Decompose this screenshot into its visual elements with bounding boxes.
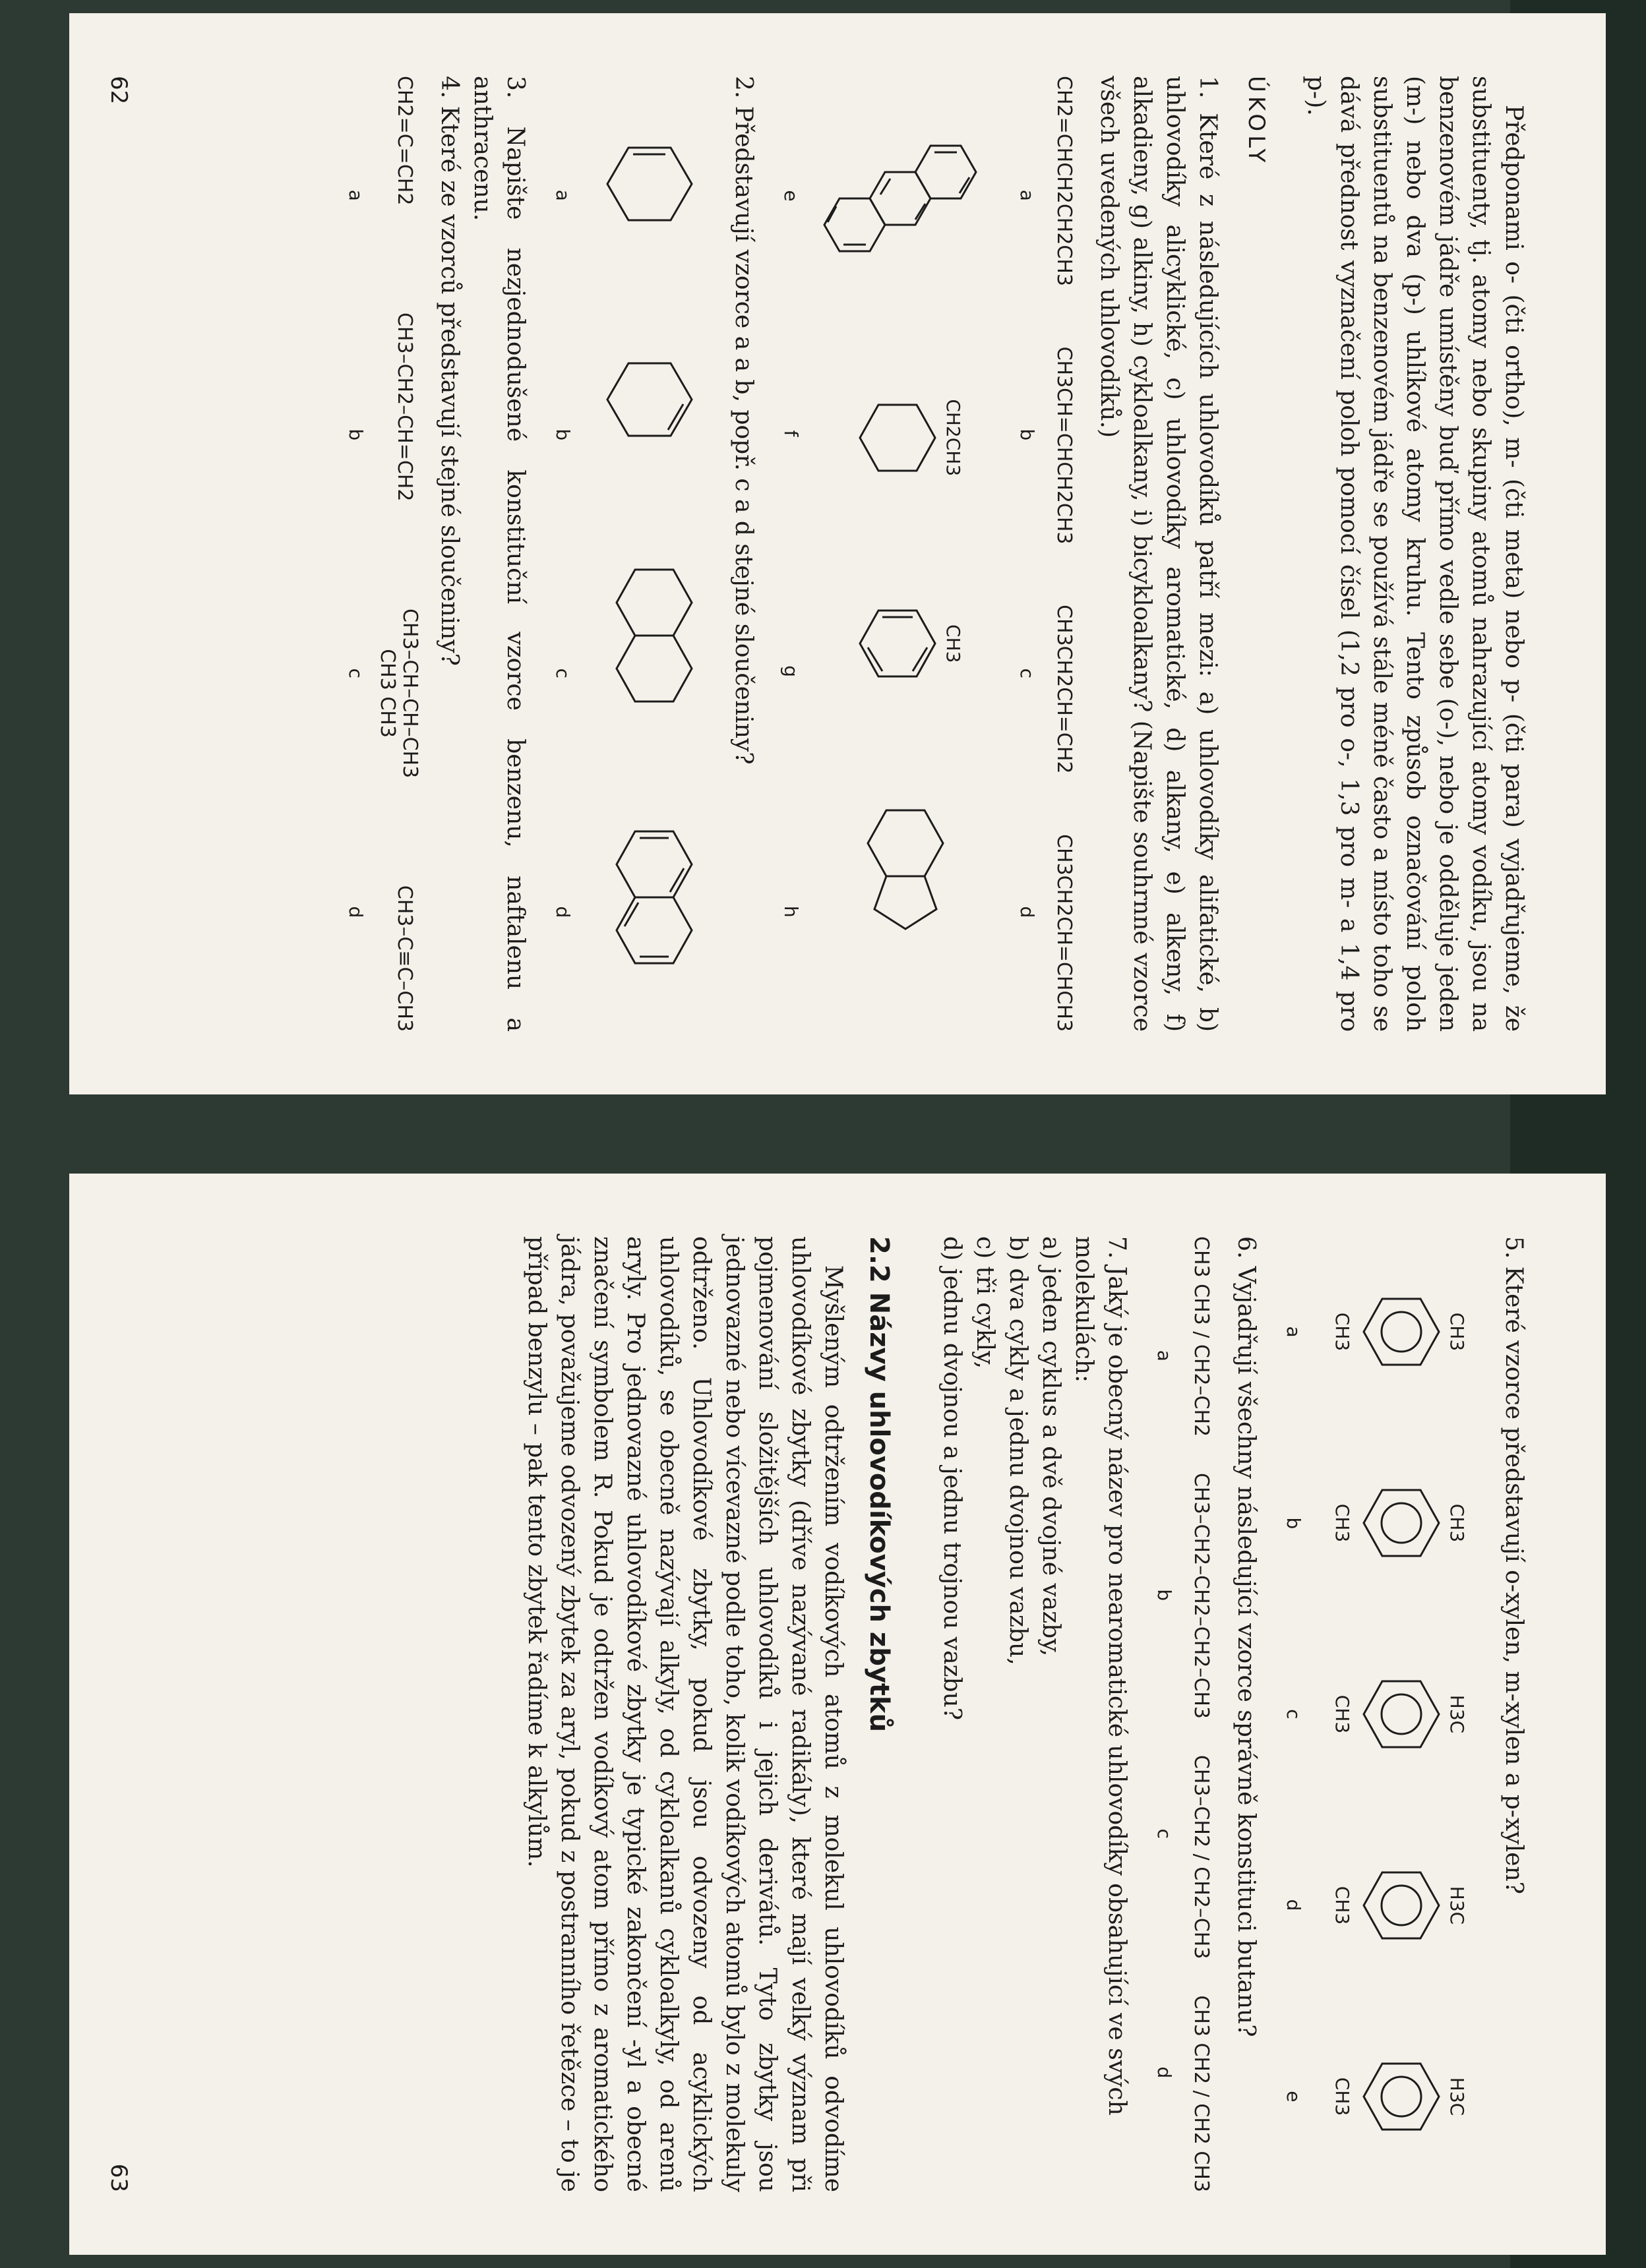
task-7-item-c: c) tři cykly, bbox=[971, 1236, 998, 1369]
task-5-text: 5. Které vzorce představují o-xylen, m-xylen a p-xylen? bbox=[1500, 1236, 1527, 1894]
cyclohexane-ring-f bbox=[843, 392, 942, 484]
label-a: a bbox=[1153, 1350, 1175, 1361]
label-d: d bbox=[1153, 2066, 1175, 2079]
task-4-formula-b: CH3–CH2–CH=CH2 bbox=[393, 312, 416, 502]
task-7-item-d: d) jednu dvojnou a jednu trojnou vazbu? bbox=[938, 1236, 965, 1721]
label-e: e bbox=[1283, 2091, 1304, 2103]
naphthalene-d bbox=[596, 825, 702, 976]
xylene-a bbox=[1331, 1289, 1468, 1375]
benzene-ring-g bbox=[843, 597, 942, 690]
ch3-bottom: CH3 bbox=[1331, 2077, 1353, 2116]
task-1-struct-labels bbox=[774, 76, 807, 1032]
label-a: a bbox=[552, 189, 574, 201]
xylene-b bbox=[1331, 1480, 1468, 1566]
h3c-top: H3C bbox=[1446, 1886, 1468, 1925]
page-62 bbox=[69, 13, 1606, 1094]
label-b: b bbox=[1283, 1517, 1304, 1530]
ch3-bottom: CH3 bbox=[1331, 1886, 1353, 1925]
benzene-ring-c bbox=[1353, 1671, 1446, 1757]
label-c: c bbox=[552, 668, 574, 678]
task-7-text: 7. Jaký je obecný název pro nearomatické uhlovodíky obsahující ve svých molekulách: bbox=[1070, 1236, 1130, 2116]
task-5-structures bbox=[1314, 1236, 1485, 2192]
label-a: a bbox=[1283, 1326, 1304, 1338]
label-c: c bbox=[1283, 1709, 1304, 1719]
task-6-formula-d: CH3 CH2 / CH2 CH3 bbox=[1190, 1995, 1213, 2192]
task-1-formula-d: CH3CH2CH=CHCH3 bbox=[1052, 834, 1076, 1032]
page-number: 63 bbox=[106, 2163, 132, 2192]
task-1-formula-a: CH2=CHCH2CH2CH3 bbox=[1052, 76, 1076, 287]
task-4-label-row bbox=[339, 76, 372, 1032]
task-4-formula-row bbox=[376, 76, 421, 1032]
task-7-item-a: a) jeden cyklus a dvě dvojné vazby, bbox=[1037, 1236, 1064, 1657]
label-g: g bbox=[780, 665, 802, 677]
task-5-label-row bbox=[1277, 1236, 1310, 2192]
ch3-bottom: CH3 bbox=[1331, 1312, 1353, 1352]
task-4-formula-a: CH2=C=CH2 bbox=[393, 76, 416, 206]
task-4-formula-c-sub: CH3 CH3 bbox=[376, 649, 399, 738]
task-1-formula-b: CH3CH=CHCH2CH3 bbox=[1052, 346, 1076, 545]
xylene-d bbox=[1331, 1863, 1468, 1948]
label-b: b bbox=[1153, 1589, 1175, 1601]
task-1-formula-row bbox=[1047, 76, 1080, 1032]
ch3-bottom: CH3 bbox=[1331, 1694, 1353, 1734]
label-b: b bbox=[1016, 429, 1038, 441]
decalin-c bbox=[596, 563, 702, 715]
phenanthrene-structure bbox=[818, 133, 989, 278]
task-2-text: 2. Představují vzorce a a b, popř. c a d stejné sloučeniny? bbox=[730, 76, 757, 765]
h3c-top: H3C bbox=[1446, 1694, 1468, 1734]
page-number: 62 bbox=[106, 76, 132, 105]
ethylcyclohexane-structure bbox=[843, 392, 964, 484]
label-b: b bbox=[552, 429, 574, 441]
task-7-item-b: b) dva cykly a jednu dvojnou vazbu, bbox=[1004, 1236, 1031, 1665]
label-d: d bbox=[552, 906, 574, 918]
label-d: d bbox=[1016, 906, 1038, 918]
benzene-ring-e bbox=[1353, 2054, 1446, 2139]
task-2-structures bbox=[583, 76, 715, 1032]
label-a: a bbox=[345, 189, 367, 201]
task-6-label-row bbox=[1147, 1236, 1180, 2192]
hydrindane-structure bbox=[851, 804, 956, 975]
ethyl-group-label: CH2CH3 bbox=[942, 399, 964, 477]
label-c: c bbox=[345, 668, 367, 678]
label-e: e bbox=[780, 190, 802, 202]
task-6-formula-b: CH3–CH2–CH2–CH2–CH3 bbox=[1190, 1473, 1213, 1719]
methyl-group-label: CH3 bbox=[942, 624, 964, 663]
ch3-side: CH3 bbox=[1331, 1503, 1353, 1543]
task-6-formula-row bbox=[1184, 1236, 1217, 2192]
page-63 bbox=[69, 1174, 1606, 2255]
task-1-text: 1. Které z následujících uhlovodíků patří mezi: a) uhlovodíky alifatické, b) uhlovodíky alicyklické, c) uhlovodíky aromatické, d) alkany, e) alkeny, f) alkadieny, g) alkiny, h) cykloalkany, i) bicykloalkany? (Napište souhrnné vzorce všech uvedených uhlovodíků.) bbox=[1095, 76, 1221, 1032]
section-title: 2.2 Názvy uhlovodíkových zbytků bbox=[864, 1236, 894, 1733]
ch3-top: CH3 bbox=[1446, 1503, 1468, 1543]
task-1-formula-c: CH3CH2CH=CH2 bbox=[1052, 605, 1076, 774]
label-a: a bbox=[1016, 189, 1038, 201]
label-c: c bbox=[1016, 668, 1038, 678]
label-d: d bbox=[1283, 1899, 1304, 1911]
task-4-formula-c: CH3–CH–CH–CH3 bbox=[398, 608, 421, 779]
intro-paragraph: Předponami o- (čti ortho), m- (čti meta) nebo p- (čti para) vyjadřujeme, že substituenty, tj. atomy nebo skupiny atomů nahrazující atomy vodíku, jsou na benzenovém jádře umístěny buď přímo vedle sebe (o-), nebo je odděluje jeden (m-) nebo dva (p-) uhlíkové atomy kruhu. Tento způsob označování poloh substituentů na benzenovém jádře se používá stále méně často a místo toho se dává přednost vyznačení poloh pomocí čísel (1,2 pro o-, 1,3 pro m- a 1,4 pro p-). bbox=[1302, 76, 1527, 1032]
label-h: h bbox=[780, 905, 802, 918]
section-body: Myšleným odtržením vodíkových atomů z molekul uhlovodíků odvodíme uhlovodíkové zbytky (dříve nazývané radikály), které mají velký význam při pojmenování složitějších uhlovodíků i jejich derivátů. Tyto zbytky jsou jednovazné nebo vícevazné podle toho, kolik vodíkových atomů bylo z molekuly odtrženo. Uhlovodíkové zbytky, pokud jsou odvozeny od acyklických uhlovodíků, se obecně nazývají alkyly, od cykloalkanů cykloalkyly, od arenů aryly. Pro jednovazné uhlovodíkové zbytky je typické zakončení -yl a obecné značení symbolem R. Pokud je odtržen vodíkový atom přímo z aromatického jádra, považujeme odvozený zbytek za aryl, pokud z postranního řetězce – to je případ benzylu – pak tento zbytek řadíme k alkylům. bbox=[523, 1236, 847, 2192]
ch3-top: CH3 bbox=[1446, 1312, 1468, 1352]
task-4-formula-d: CH3–C≡C–CH3 bbox=[393, 885, 416, 1032]
task-4-text: 4. Které ze vzorců představují stejné sloučeniny? bbox=[436, 76, 463, 666]
label-d: d bbox=[345, 906, 367, 918]
task-1-structures bbox=[811, 76, 996, 1032]
task-2-label-row bbox=[546, 76, 579, 1032]
cyclohexene-b bbox=[596, 347, 702, 452]
benzene-ring-a bbox=[1353, 1289, 1446, 1375]
benzene-ring-d bbox=[1353, 1863, 1446, 1948]
task-6-formula-a: CH3 CH3 / CH2–CH2 bbox=[1190, 1236, 1213, 1437]
task-1-label-row bbox=[1010, 76, 1043, 1032]
label-b: b bbox=[345, 429, 367, 441]
h3c-top: H3C bbox=[1446, 2077, 1468, 2116]
xylene-e bbox=[1331, 2054, 1468, 2139]
xylene-c bbox=[1331, 1671, 1468, 1757]
cyclohexene-a bbox=[596, 131, 702, 237]
tasks-heading: ÚKOLY bbox=[1243, 76, 1269, 167]
toluene-structure bbox=[843, 597, 964, 690]
label-f: f bbox=[780, 430, 802, 437]
benzene-ring-b bbox=[1353, 1480, 1446, 1566]
task-3-text: 3. Napište nezjednodušené konstituční vzorce benzenu, naftalenu a anthracenu. bbox=[469, 76, 529, 1032]
label-c: c bbox=[1153, 1828, 1175, 1839]
task-6-text: 6. Vyjadřují všechny následující vzorce správně konstituci butanu? bbox=[1233, 1236, 1260, 2037]
task-4-formula-c-wrap bbox=[376, 609, 421, 778]
task-6-formula-c: CH3–CH2 / CH2–CH3 bbox=[1190, 1754, 1213, 1959]
